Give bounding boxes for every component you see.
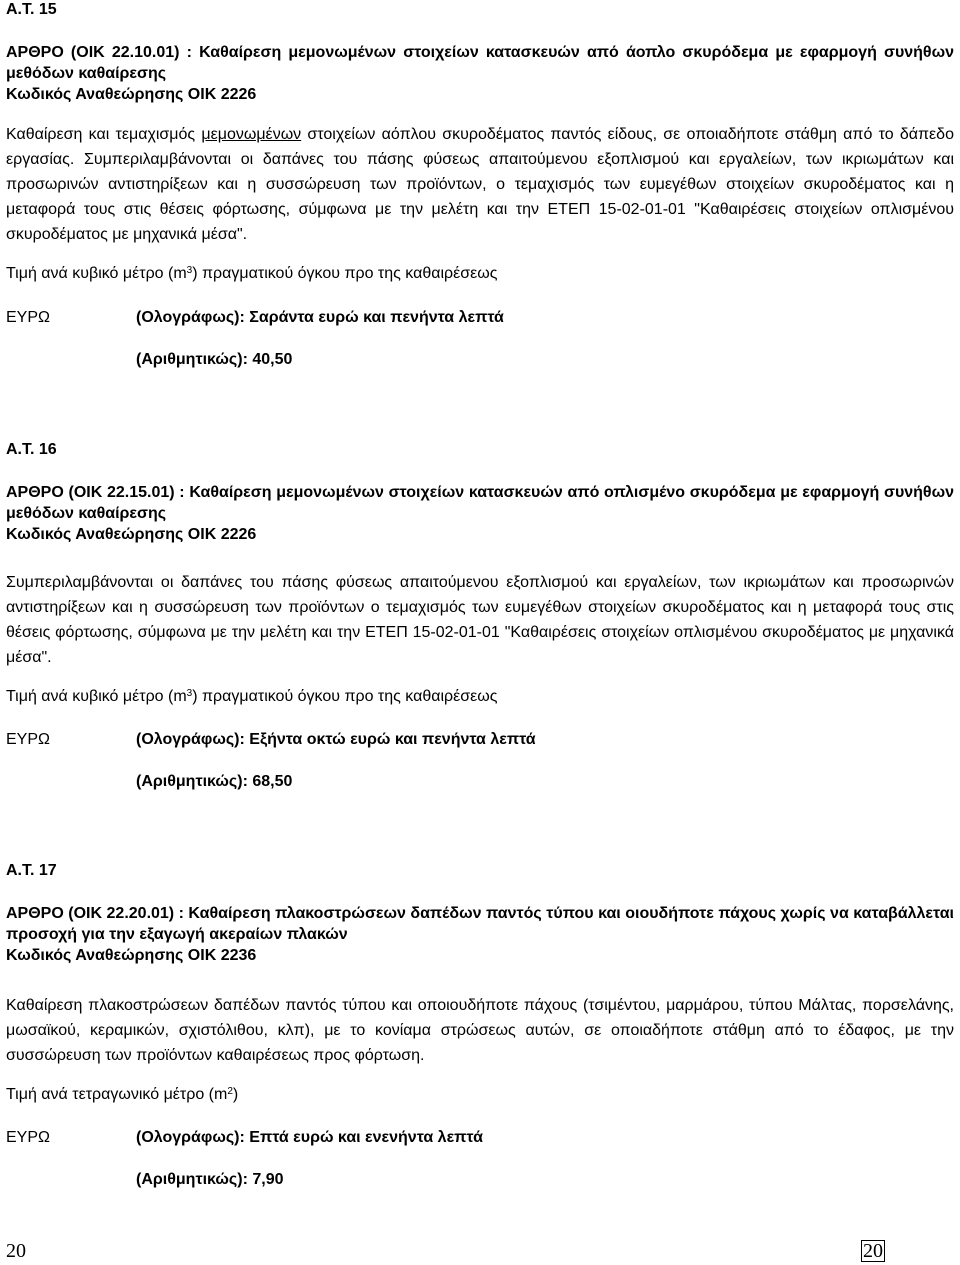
revision-code: Κωδικός Αναθεώρησης ΟΙΚ 2236 — [6, 947, 257, 964]
price-unit — [6, 687, 954, 707]
article-title: ΑΡΘΡΟ (ΟΙΚ 22.20.01) : Καθαίρεση πλακοστρώσεων δαπέδων παντός τύπου και οιουδήποτε πάχους χωρίς να καταβάλλεται προσοχή για την εξαγωγή ακεραίων πλακών — [6, 905, 954, 943]
underlined-word: μεμονωμένων — [201, 126, 302, 143]
revision-code: Κωδικός Αναθεώρησης ΟΙΚ 2226 — [6, 526, 257, 543]
unit-exponent: 2 — [227, 1086, 233, 1097]
currency-label: ΕΥΡΩ — [6, 1129, 50, 1146]
price-numeric: (Αριθμητικώς): 40,50 — [136, 351, 293, 368]
price-unit-text: ) πραγματικού όγκου προ της καθαιρέσεως — [192, 265, 498, 282]
price-unit-text: Τιμή ανά κυβικό μέτρο (m — [6, 688, 187, 705]
article-number: Α.Τ. 17 — [6, 862, 57, 879]
article-description — [6, 570, 954, 670]
price-numeric: (Αριθμητικώς): 7,90 — [136, 1171, 284, 1188]
price-unit-text: ) — [232, 1086, 239, 1103]
article-title: ΑΡΘΡΟ (ΟΙΚ 22.10.01) : Καθαίρεση μεμονωμένων στοιχείων κατασκευών από άοπλο σκυρόδεμα με εφαρμογή συνήθων μεθόδων καθαίρεσης — [6, 44, 954, 82]
revision-code: Κωδικός Αναθεώρησης ΟΙΚ 2226 — [6, 86, 257, 103]
currency-label: ΕΥΡΩ — [6, 731, 50, 748]
description-text: Συμπεριλαμβάνονται οι δαπάνες του πάσης φύσεως απαιτούμενου εξοπλισμού και εργαλείων, των ικριωμάτων και προσωρινών αντιστηρίξεων και η συσσώρευση των προϊόντων ο τεμαχισμός των ευμεγέθων στοιχείων σκυροδέματος και η μεταφορά τους στις θέσεις φόρτωσης, σύμφωνα με την μελέτη και την ΕΤΕΠ 15-02-01-01 "Καθαιρέσεις στοιχείων οπλισμένου σκυροδέματος με μηχανικά μέσα". — [6, 574, 954, 666]
description-text: Καθαίρεση πλακοστρώσεων δαπέδων παντός τύπου και οποιουδήποτε πάχους (τσιμέντου, μαρμάρου, τύπου Μάλτας, πορσελάνης, μωσαϊκού, κεραμικών, σχιστόλιθου, κλπ), με το κονίαμα στρώσεως αυτών, σε οποιαδήποτε στάθμη από το έδαφος, με την συσσώρευση των προϊόντων καθαιρέσεως προς φόρτωση. — [6, 997, 954, 1064]
price-numeric-row — [6, 772, 954, 792]
unit-exponent: 3 — [186, 265, 193, 276]
article-header — [6, 903, 954, 966]
price-words-row — [6, 308, 954, 328]
article-at16 — [6, 440, 954, 460]
price-in-words: (Ολογράφως): Επτά ευρώ και ενενήντα λεπτά — [136, 1129, 483, 1146]
price-numeric-row — [6, 1170, 954, 1190]
price-unit-text: Τιμή ανά τετραγωνικό μέτρο (m — [6, 1086, 228, 1103]
article-description — [6, 122, 954, 247]
article-header — [6, 482, 954, 545]
description-text: στοιχείων αόπλου σκυροδέματος παντός είδους, σε οποιαδήποτε στάθμη από το δάπεδο εργασίας. Συμπεριλαμβάνονται οι δαπάνες του πάσης φύσεως απαιτούμενου εξοπλισμού και εργαλείων, των ικριωμάτων και προσωρινών αντιστηρίξεων και η συσσώρευση των προϊόντων, ο τεμαχισμός των ευμεγέθων στοιχείων σκυροδέματος και η μεταφορά τους στις θέσεις φόρτωσης, σύμφωνα με την μελέτη και την ΕΤΕΠ 15-02-01-01 "Καθαιρέσεις στοιχείων οπλισμένου σκυροδέματος με μηχανικά μέσα". — [6, 126, 954, 243]
article-at17 — [6, 861, 954, 881]
article-number: Α.Τ. 16 — [6, 441, 57, 458]
price-unit-text: ) πραγματικού όγκου προ της καθαιρέσεως — [192, 688, 498, 705]
price-words-row — [6, 730, 954, 750]
unit-exponent: 3 — [186, 688, 193, 699]
article-description — [6, 993, 954, 1068]
price-in-words: (Ολογράφως): Εξήντα οκτώ ευρώ και πενήντα λεπτά — [136, 731, 536, 748]
article-header — [6, 42, 954, 105]
page-number-left: 20 — [6, 1240, 26, 1262]
currency-label: ΕΥΡΩ — [6, 309, 50, 326]
price-in-words: (Ολογράφως): Σαράντα ευρώ και πενήντα λεπτά — [136, 309, 504, 326]
price-numeric-row — [6, 350, 954, 370]
price-unit — [6, 264, 954, 284]
article-at15 — [6, 0, 954, 20]
description-text: Καθαίρεση και τεμαχισμός — [6, 126, 202, 143]
price-unit — [6, 1085, 954, 1105]
price-words-row — [6, 1128, 954, 1148]
article-number: Α.Τ. 15 — [6, 1, 57, 18]
page-number-right: 20 — [863, 1240, 883, 1262]
article-title: ΑΡΘΡΟ (ΟΙΚ 22.15.01) : Καθαίρεση μεμονωμένων στοιχείων κατασκευών από οπλισμένο σκυρόδεμα με εφαρμογή συνήθων μεθόδων καθαίρεσης — [6, 484, 954, 522]
price-numeric: (Αριθμητικώς): 68,50 — [136, 773, 293, 790]
price-unit-text: Τιμή ανά κυβικό μέτρο (m — [6, 265, 187, 282]
